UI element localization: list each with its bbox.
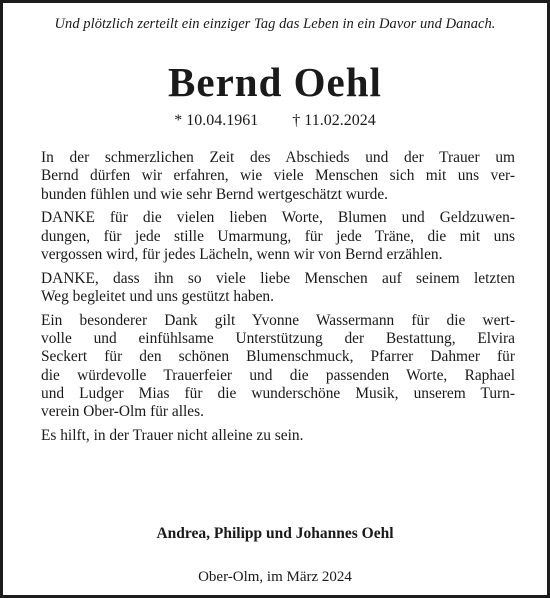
text-line: Ein besonderer Dank gilt Yvonne Wassermann für die wert- [41,311,515,329]
signers: Andrea, Philipp und Johannes Oehl [156,525,394,542]
text-line: vergossen wird, für jedes Lächeln, wenn wir von Bernd erzählen. [41,245,443,263]
place-and-date: Ober-Olm, im März 2024 [198,569,352,585]
deceased-name: Bernd Oehl [168,59,382,105]
text-line: die würdevolle Trauerfeier und die passenden Worte, Raphael [41,366,515,384]
death-date: † 11.02.2024 [292,112,376,129]
text-line: DANKE, dass ihn so viele liebe Menschen auf seinem letzten [41,269,515,287]
life-dates [3,112,547,130]
paragraph-thanks-escort [41,270,515,307]
text-line: Weg begleitet und uns gestützt haben. [41,288,274,306]
text-line: DANKE für die vielen lieben Worte, Blumen und Geldzuwen- [41,209,515,227]
text-line: verein Ober-Olm für alles. [41,403,204,421]
text-line: und Ludger Mias für die wunderschöne Musik, unserem Turn- [41,385,515,403]
text-line: dungen, für jede stille Umarmung, für jede Träne, die mit uns [41,227,515,245]
paragraph-condolence [41,149,515,204]
text-line: Seckert für den schönen Blumenschmuck, Pfarrer Dahmer für [41,348,515,366]
birth-date: * 10.04.1961 [174,112,259,129]
text-line: Es hilft, in der Trauer nicht alleine zu sein. [41,427,304,445]
thank-you-text [41,149,515,451]
text-line: bunden fühlen und wie sehr Bernd wertgeschätzt wurde. [41,185,389,203]
text-line: volle und einfühlsame Unterstützung der Bestattung, Elvira [41,330,515,348]
motto-quote: Und plötzlich zerteilt ein einziger Tag das Leben in ein Davor und Danach. [54,16,496,32]
paragraph-closing [41,427,515,445]
paragraph-special-thanks [41,312,515,422]
paragraph-thanks-words [41,209,515,264]
text-line: Bernd dürfen wir erfahren, wie viele Menschen sich mit uns ver- [41,167,515,185]
text-line: In der schmerzlichen Zeit des Abschieds und der Trauer um [41,149,515,166]
